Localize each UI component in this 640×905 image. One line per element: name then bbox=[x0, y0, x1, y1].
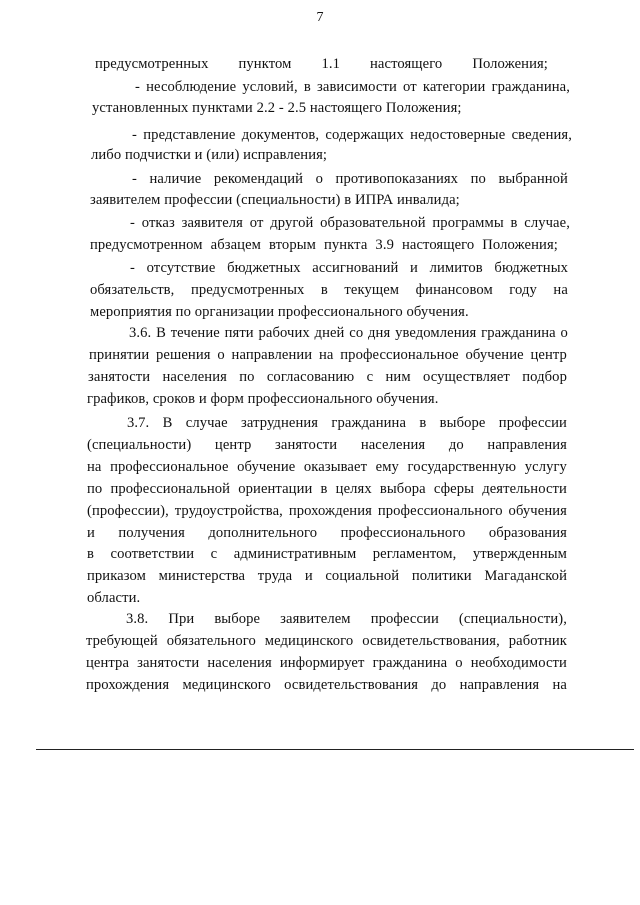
text-line bbox=[86, 676, 567, 694]
text-line: области. bbox=[87, 590, 141, 606]
word: В bbox=[156, 325, 166, 341]
word: случае, bbox=[524, 215, 570, 231]
word: с bbox=[210, 546, 218, 562]
word: финансовом bbox=[415, 282, 493, 298]
word: обязательств, bbox=[90, 282, 175, 298]
text-line bbox=[87, 436, 567, 454]
word: 3.6. bbox=[129, 325, 152, 341]
word: - bbox=[135, 79, 140, 95]
text-line bbox=[87, 567, 567, 585]
word: политики bbox=[411, 568, 472, 584]
word: обязательного bbox=[166, 633, 256, 649]
word: предусмотренных bbox=[190, 282, 305, 298]
word: услугу bbox=[524, 459, 567, 475]
word: подбор bbox=[522, 369, 567, 385]
word: получения bbox=[118, 525, 185, 541]
word: обучения bbox=[508, 503, 567, 519]
word: ему bbox=[375, 459, 399, 475]
word: заявителя bbox=[181, 215, 243, 231]
word: медицинского bbox=[264, 633, 354, 649]
word: труда bbox=[257, 568, 293, 584]
text-line: либо подчистки и (или) исправления; bbox=[91, 147, 328, 163]
word: вторым bbox=[269, 237, 316, 253]
word: году bbox=[509, 282, 537, 298]
word: лимитов bbox=[429, 260, 483, 276]
word: представление bbox=[143, 127, 236, 143]
word: Положения; bbox=[482, 237, 558, 253]
word: от bbox=[403, 79, 417, 95]
word: несоблюдение bbox=[146, 79, 237, 95]
word: о bbox=[455, 655, 463, 671]
word: в bbox=[320, 481, 328, 497]
word: документов, bbox=[241, 127, 320, 143]
word: оказывает bbox=[303, 459, 368, 475]
text-line bbox=[89, 346, 567, 364]
word: решения bbox=[156, 347, 211, 363]
word: необходимости bbox=[470, 655, 567, 671]
text-line bbox=[88, 368, 567, 386]
word: и bbox=[87, 525, 95, 541]
text-line bbox=[87, 480, 567, 498]
word: и bbox=[410, 260, 418, 276]
word: и bbox=[304, 568, 313, 584]
word: на bbox=[318, 347, 334, 363]
word: - bbox=[130, 215, 135, 231]
word: освидетельствования, bbox=[362, 633, 500, 649]
word: Магаданской bbox=[484, 568, 567, 584]
word: сведения, bbox=[511, 127, 572, 143]
word: деятельности bbox=[482, 481, 567, 497]
word: выбранной bbox=[498, 171, 568, 187]
word: ним bbox=[385, 369, 411, 385]
word: профессионального bbox=[377, 503, 503, 519]
text-line: мероприятия по организации профессионального обучения. bbox=[90, 304, 469, 320]
word: целях bbox=[335, 481, 372, 497]
word: занятости bbox=[88, 369, 151, 385]
word: о bbox=[217, 347, 225, 363]
word: содержащих bbox=[325, 127, 404, 143]
text-line bbox=[87, 524, 567, 542]
word: административным bbox=[233, 546, 357, 562]
word: по bbox=[470, 171, 486, 187]
word: соответствии bbox=[110, 546, 195, 562]
word: В bbox=[162, 415, 173, 431]
word: программы bbox=[432, 215, 504, 231]
word: - bbox=[132, 171, 137, 187]
word: (специальности) bbox=[87, 437, 192, 453]
word: гражданина bbox=[481, 325, 556, 341]
word: в bbox=[320, 282, 328, 298]
word: направления bbox=[487, 437, 567, 453]
word: центр bbox=[530, 347, 567, 363]
word: в bbox=[510, 215, 518, 231]
text-line bbox=[130, 259, 568, 277]
word: по bbox=[87, 481, 103, 497]
word: профессии bbox=[498, 415, 567, 431]
word: социальной bbox=[325, 568, 400, 584]
word: направлении bbox=[231, 347, 313, 363]
word: Положения; bbox=[472, 56, 548, 72]
word: предусмотренных bbox=[95, 56, 209, 72]
word: требующей bbox=[86, 633, 158, 649]
word: занятости bbox=[137, 655, 200, 671]
word: профессиональное bbox=[340, 347, 459, 363]
word: уведомления bbox=[395, 325, 477, 341]
word: рекомендаций bbox=[213, 171, 304, 187]
word: прохождения bbox=[288, 503, 372, 519]
word: министерства bbox=[158, 568, 246, 584]
word: ориентации bbox=[238, 481, 313, 497]
word: государственную bbox=[407, 459, 517, 475]
word: (профессии), bbox=[87, 503, 169, 519]
word: на bbox=[87, 459, 102, 475]
word: прохождения bbox=[86, 677, 170, 693]
word: наличие bbox=[149, 171, 202, 187]
word: населения bbox=[162, 369, 227, 385]
text-line bbox=[90, 281, 568, 299]
word: утвержденным bbox=[472, 546, 567, 562]
word: 3.9 bbox=[375, 237, 394, 253]
word: медицинского bbox=[182, 677, 271, 693]
word: профессионального bbox=[340, 525, 466, 541]
text-line bbox=[90, 236, 558, 254]
text-line bbox=[86, 654, 567, 672]
word: бюджетных bbox=[227, 260, 301, 276]
word: работник bbox=[508, 633, 567, 649]
text-line bbox=[129, 324, 568, 342]
word: в bbox=[419, 415, 427, 431]
word: сферы bbox=[433, 481, 475, 497]
word: рабочих bbox=[258, 325, 310, 341]
word: предусмотренном bbox=[90, 237, 203, 253]
word: направления bbox=[459, 677, 540, 693]
word: настоящего bbox=[401, 237, 475, 253]
word: до bbox=[448, 437, 464, 453]
word: гражданина, bbox=[491, 79, 570, 95]
word: обучение bbox=[237, 459, 296, 475]
word: населения bbox=[207, 655, 272, 671]
word: отсутствие bbox=[146, 260, 216, 276]
word: до bbox=[431, 677, 447, 693]
word: в bbox=[303, 79, 311, 95]
word: на bbox=[553, 282, 568, 298]
word: осуществляет bbox=[422, 369, 510, 385]
text-line bbox=[132, 126, 572, 144]
word: дополнительного bbox=[208, 525, 318, 541]
page-number: 7 bbox=[316, 10, 324, 25]
footer-rule bbox=[36, 749, 634, 750]
word: абзацем bbox=[210, 237, 262, 253]
word: трудоустройства, bbox=[174, 503, 283, 519]
word: заявителем bbox=[280, 611, 351, 627]
word: - bbox=[130, 260, 135, 276]
word: центра bbox=[86, 655, 130, 671]
word: профессии bbox=[370, 611, 439, 627]
word: гражданина bbox=[372, 655, 448, 671]
word: При bbox=[168, 611, 195, 627]
word: в bbox=[87, 546, 94, 562]
text-line bbox=[95, 55, 548, 73]
word: образования bbox=[488, 525, 567, 541]
word: текущем bbox=[344, 282, 400, 298]
word: 3.8. bbox=[126, 611, 149, 627]
word: - bbox=[132, 127, 137, 143]
text-line bbox=[87, 458, 567, 476]
word: принятии bbox=[89, 347, 150, 363]
word: с bbox=[366, 369, 374, 385]
word: о bbox=[560, 325, 568, 341]
text-line bbox=[87, 545, 567, 563]
text-line: заявителем профессии (специальности) в ИПРА инвалида; bbox=[90, 192, 460, 208]
word: на bbox=[552, 677, 567, 693]
word: гражданина bbox=[331, 415, 407, 431]
word: другой bbox=[270, 215, 314, 231]
word: течение bbox=[170, 325, 220, 341]
word: дней bbox=[314, 325, 345, 341]
word: регламентом, bbox=[372, 546, 457, 562]
word: выбора bbox=[379, 481, 426, 497]
word: выборе bbox=[439, 415, 486, 431]
word: отказ bbox=[141, 215, 175, 231]
text-line bbox=[135, 78, 570, 96]
word: условий, bbox=[242, 79, 298, 95]
word: пяти bbox=[224, 325, 254, 341]
word: 1.1 bbox=[321, 56, 340, 72]
word: ассигнований bbox=[312, 260, 399, 276]
word: бюджетных bbox=[494, 260, 568, 276]
text-line bbox=[86, 632, 567, 650]
word: образовательной bbox=[320, 215, 426, 231]
text-line bbox=[87, 502, 567, 520]
word: населения bbox=[360, 437, 426, 453]
word: выборе bbox=[214, 611, 261, 627]
word: случае bbox=[185, 415, 228, 431]
text-line bbox=[132, 170, 568, 188]
word: противопоказаниях bbox=[335, 171, 459, 187]
text-line: графиков, сроков и форм профессионального обучения. bbox=[87, 391, 439, 407]
word: затруднения bbox=[241, 415, 319, 431]
word: зависимости bbox=[317, 79, 397, 95]
word: со bbox=[349, 325, 364, 341]
word: настоящего bbox=[370, 56, 443, 72]
word: центр bbox=[214, 437, 252, 453]
text-line bbox=[127, 414, 567, 432]
word: от bbox=[249, 215, 264, 231]
word: по bbox=[239, 369, 255, 385]
word: обучение bbox=[465, 347, 524, 363]
word: занятости bbox=[275, 437, 338, 453]
word: 3.7. bbox=[127, 415, 150, 431]
word: пунктом bbox=[238, 56, 292, 72]
word: согласованию bbox=[266, 369, 355, 385]
text-line bbox=[126, 610, 567, 628]
word: освидетельствования bbox=[284, 677, 419, 693]
word: информирует bbox=[279, 655, 365, 671]
word: профессиональной bbox=[110, 481, 231, 497]
text-line bbox=[130, 214, 570, 232]
word: недостоверные bbox=[410, 127, 506, 143]
word: о bbox=[315, 171, 324, 187]
text-line: установленных пунктами 2.2 - 2.5 настоящего Положения; bbox=[92, 100, 462, 116]
word: категории bbox=[422, 79, 486, 95]
word: профессиональное bbox=[110, 459, 229, 475]
word: пункта bbox=[323, 237, 368, 253]
word: приказом bbox=[87, 568, 146, 584]
word: дня bbox=[368, 325, 391, 341]
word: (специальности), bbox=[458, 611, 567, 627]
